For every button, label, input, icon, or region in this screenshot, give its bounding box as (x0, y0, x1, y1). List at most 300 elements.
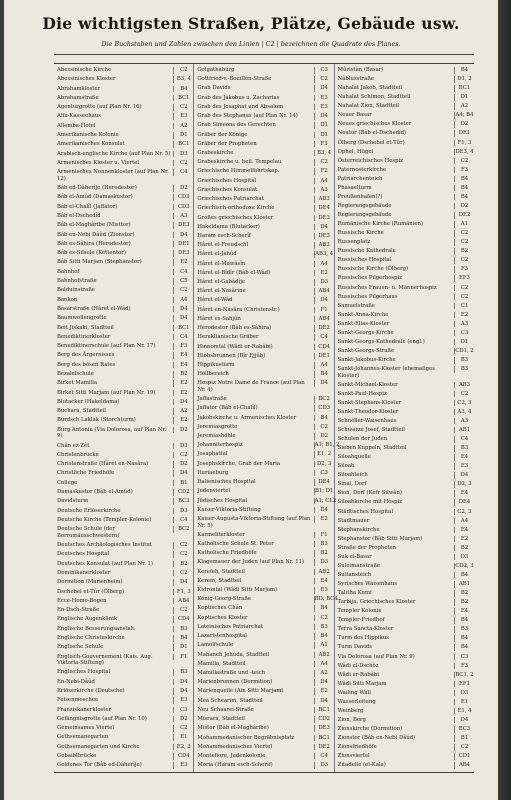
index-entry (54, 371, 193, 378)
entry-grid-square: AB1 (454, 581, 474, 588)
entry-name: Deutsche Schule (der Borromäusschwestern) (57, 526, 120, 539)
entry-grid-square: E4 (454, 454, 474, 461)
entry-grid-square: B2 (454, 599, 474, 606)
entry-name: Heraklianische Gräber (197, 334, 259, 341)
entry-grid-square: A1; B1, 2 (314, 442, 340, 449)
index-entry (194, 688, 333, 695)
entry-grid-square: DE1 (314, 353, 334, 360)
entry-name: Ituriaeburg (197, 469, 229, 476)
entry-grid-square: C5 (173, 278, 193, 285)
entry-name: Englische Christuskirche (57, 635, 125, 642)
entry-grid-square: C3 (454, 654, 474, 661)
entry-grid-square: AB1 (454, 427, 474, 434)
index-entry (335, 212, 474, 219)
entry-name: Zitadelle (el-Kala) (337, 762, 386, 769)
entry-name: Templer-Friedhof (337, 617, 385, 624)
entry-name: Abessinisches Kloster (57, 76, 116, 83)
entry-name: Agenturgrotte (auf Plan Nr. 16) (57, 104, 142, 111)
entry-grid-square: BC1 (314, 707, 334, 714)
entry-name: Dormition (Marienheim) (57, 579, 123, 586)
index-entry (335, 357, 474, 364)
entry-grid-square: AB4 (314, 316, 334, 323)
entry-name: König-Georg-Straße (197, 596, 252, 603)
entry-name: Englisches Hospital (57, 669, 111, 676)
index-entry (54, 635, 193, 642)
entry-name: Misrara, Stadtteil (197, 716, 245, 723)
entry-name: Griechische Himmelfahrtskap. (197, 168, 280, 175)
index-entry (335, 158, 474, 165)
entry-grid-square: D3 (454, 690, 474, 697)
entry-name: Montefiore, Judenkolonie (197, 752, 266, 759)
entry-name: Paternosterkirche (337, 166, 386, 173)
entry-grid-square: C2, 3 (454, 509, 474, 516)
entry-grid-square: E3 (454, 463, 474, 470)
entry-name: Abrahamkloster (57, 85, 101, 92)
index-entry (194, 497, 337, 505)
index-entry (194, 132, 333, 139)
book-page (4, 0, 498, 800)
index-entry (194, 707, 333, 714)
entry-name: Russische Kirche (337, 230, 384, 237)
entry-name: Wailing Wall (337, 689, 371, 696)
entry-name: Burg Antonia (Via Dolorosa, auf Plan Nr. 9) (57, 426, 167, 440)
entry-grid-square: D4 (314, 85, 334, 92)
index-entry (194, 516, 333, 529)
index-entry (194, 451, 333, 458)
index-entry (54, 725, 193, 732)
entry-grid-square: E3 (314, 587, 334, 594)
entry-grid-square: C2 (454, 285, 474, 292)
entry-grid-square: A1 (454, 221, 474, 228)
entry-grid-square: C2 (173, 570, 193, 577)
entry-name: Italienisches Hospital (197, 479, 256, 486)
entry-name: Klagemauer der Juden (auf Plan Nr. 11) (197, 559, 305, 566)
entry-grid-square: CD2 (314, 716, 334, 723)
entry-name: Englische Besserungsanstalt (57, 625, 135, 632)
index-entry (335, 681, 474, 688)
entry-grid-square: A2 (454, 103, 474, 110)
entry-grid-square: AB3 (314, 196, 334, 203)
entry-name: Lamolfschule (197, 642, 234, 649)
entry-name: Russisches Pilgerhospiz (337, 275, 403, 282)
entry-name: Zionsfriedhöfe (337, 744, 377, 751)
entry-name: Grab des Josaphat und Absalom (197, 103, 284, 110)
entry-grid-square: B4 (454, 572, 474, 579)
entry-name: Englische Schule (57, 644, 104, 651)
entry-grid-square: C2 (454, 230, 474, 237)
entry-grid-square: D2 (173, 427, 193, 434)
index-entry (194, 442, 340, 449)
entry-grid-square: C2, 3 (454, 400, 474, 407)
index-entry (194, 424, 333, 431)
entry-name: Gethsemanegarten und Kirche (57, 743, 140, 750)
index-entry (54, 132, 193, 139)
index-entry (54, 616, 193, 623)
entry-name: Großes griechisches Kloster (197, 214, 274, 221)
entry-name: Deutsche Erlöserkirche (57, 507, 121, 514)
index-entry (335, 581, 474, 588)
entry-name: Kidrontal (Wâdi Sitti Marjam) (197, 587, 278, 594)
entry-name: En-Dsch-Straße (57, 607, 100, 614)
index-entry (54, 399, 193, 406)
entry-grid-square: D1 (454, 94, 474, 101)
entry-name: Russische Kirche (Ölberg) (337, 266, 409, 273)
index-entry (54, 753, 193, 760)
entry-name: Regierungsgebäude (337, 212, 392, 218)
index-entry (335, 644, 474, 651)
entry-grid-square: A3 (173, 213, 193, 220)
entry-grid-square: CD2, 3 (455, 562, 474, 569)
index-entry (54, 104, 193, 111)
entry-name: Zionstor (Bâb en-Nebi Dâûd) (337, 735, 416, 742)
index-entry (54, 570, 193, 577)
entry-name: Sinai, Dorf (337, 481, 367, 488)
index-entry (194, 380, 333, 393)
entry-name: Christenstraße (Hâret en-Nasâra) (57, 461, 149, 468)
entry-name: Turm Davids (337, 644, 373, 651)
index-entry (194, 652, 333, 659)
entry-name: Siloahteich (337, 472, 368, 479)
entry-grid-square: D3 (454, 554, 474, 561)
index-entry (194, 396, 333, 403)
entry-name: Felsenmoschee (57, 697, 99, 704)
entry-name: Siloahquelle (337, 454, 371, 461)
entry-name: Turm des Hippikus (337, 635, 389, 642)
index-entry (194, 753, 333, 760)
entry-grid-square: CD4 (314, 344, 334, 351)
entry-grid-square: DE3 (314, 725, 334, 732)
entry-name: Basarstraße (Hâret el-Wâd) (57, 305, 131, 312)
entry-name: Griechisch-orthodoxe Kirche (197, 205, 275, 212)
entry-name: Koptisches Chân (197, 605, 243, 612)
entry-name: Burdsch Laklak (Storchturm) (57, 417, 136, 424)
entry-grid-square: D3 (173, 151, 193, 158)
index-entry (54, 250, 193, 257)
entry-name: Grab Davids (197, 85, 231, 92)
entry-name: Sieben Kuppeln, Stadtteil (337, 445, 407, 452)
entry-name: Ecce-Homo-Bogen (57, 597, 107, 604)
entry-grid-square: B3 (454, 366, 474, 373)
entry-grid-square: D2 (454, 203, 474, 210)
entry-grid-square: D2 (454, 121, 474, 128)
entry-grid-square: DE2 (314, 744, 334, 751)
entry-grid-square: E2 (454, 312, 474, 319)
index-entry (335, 563, 474, 570)
entry-grid-square: A4 (454, 518, 474, 525)
index-entry (194, 141, 333, 148)
entry-grid-square: DE3, 4 (455, 148, 474, 155)
index-entry (54, 86, 193, 93)
entry-grid-square: A1 (314, 642, 334, 649)
entry-grid-square: E1, 2 (314, 451, 334, 458)
entry-grid-square: BC1 (454, 85, 474, 92)
entry-grid-square: E2 (173, 259, 193, 266)
entry-grid-square: E1 (454, 699, 474, 706)
entry-name: Katholische Friedhöfe (197, 550, 257, 557)
entry-grid-square: BC1 (173, 141, 193, 148)
index-entry (335, 294, 474, 301)
index-entry (54, 343, 193, 350)
index-column-3 (335, 64, 474, 772)
entry-name: Bezalelschule (57, 371, 94, 377)
entry-grid-square: DE3 (173, 250, 193, 257)
entry-name: Russisches Pilgerhaus (337, 293, 398, 300)
entry-name: Schwarze Josef, Stadtteil (337, 426, 405, 433)
index-entry (194, 762, 333, 769)
index-entry (54, 688, 193, 695)
entry-grid-square: C3 (314, 470, 334, 477)
entry-grid-square: D2 (173, 716, 193, 723)
index-entry (54, 76, 193, 83)
entry-grid-square: A4 (314, 261, 334, 268)
index-entry (54, 489, 193, 496)
index-entry (335, 635, 474, 642)
entry-grid-square: E4 (454, 490, 474, 497)
index-entry (194, 470, 333, 477)
index-entry (194, 122, 333, 129)
entry-grid-square: D1 (173, 132, 193, 139)
entry-name: Grab Simeons des Gerechten (197, 122, 276, 129)
entry-name: Stephanstor (Bâb Sitti Marjam) (337, 535, 423, 542)
entry-name: Lateinisches Patriarchat (197, 623, 263, 630)
entry-grid-square: A4 (314, 178, 334, 185)
entry-name: Mea Schearim, Stadtteil (197, 697, 263, 704)
entry-name: Hinnomtal (Wâdi er-Rabâbi) (197, 343, 273, 350)
entry-name: Armenisches Nonnenkloster (auf Plan Nr. 12) (57, 169, 169, 182)
entry-grid-square: D3 (314, 279, 334, 286)
entry-name: Alfa-Kasseehaus (57, 113, 101, 120)
entry-grid-square: DE4 (314, 479, 334, 486)
index-entry (335, 509, 474, 516)
index-entry (335, 348, 474, 355)
index-entry (335, 717, 474, 724)
entry-name: Stadtmauer (337, 517, 370, 524)
entry-name: Mûristân (Basar) (337, 67, 384, 73)
entry-name: Gobaiblbrücke (57, 753, 97, 760)
entry-grid-square: B1 (454, 735, 474, 742)
entry-grid-square: D2 (173, 185, 193, 192)
entry-grid-square: E3 (173, 697, 193, 704)
entry-grid-square: E4 (314, 578, 334, 585)
entry-name: Blutacker (Hakeldama) (57, 398, 120, 405)
entry-name: Gefängnisgrotte (auf Plan Nr. 10) (57, 715, 147, 722)
entry-name: Balduinstraße (57, 287, 95, 294)
index-entry (335, 663, 474, 670)
index-entry (54, 160, 193, 167)
index-entry (194, 605, 333, 612)
entry-name: Mamillastraße und -teich (197, 670, 266, 676)
entry-name: Armenisches Kloster u. Viertel (57, 159, 140, 166)
index-entry (54, 762, 193, 769)
entry-name: Wâdi el-Dschôz (337, 662, 379, 669)
entry-grid-square: D2 (173, 461, 193, 468)
entry-grid-square: D4 (173, 306, 193, 313)
entry-name: Hâret el-Wâd (197, 297, 233, 304)
index-entry (194, 224, 333, 231)
index-entry (335, 472, 474, 479)
entry-name: Templer Kolonie (337, 608, 382, 615)
entry-name: Russische Kathedrale (337, 248, 396, 255)
entry-name: Siloah (337, 463, 355, 470)
index-entry (54, 297, 193, 304)
entry-grid-square: D4 (173, 679, 193, 686)
entry-name: Englisch-Gouvernement (Kais. Aug. Viktoria-Stiftung) (57, 653, 153, 667)
entry-grid-square: B3 (454, 626, 474, 633)
index-entry (335, 103, 474, 110)
book-spine-edge (498, 0, 511, 800)
entry-grid-square: E4 (454, 608, 474, 615)
entry-grid-square: DE4 (454, 499, 474, 506)
entry-grid-square: CD2 (173, 489, 193, 496)
entry-grid-square: E3 (173, 113, 193, 120)
entry-name: Wâdi Sitti Marjam (337, 680, 387, 687)
entry-grid-square: C2 (173, 607, 193, 614)
entry-name: Bâb el-Chalîl (Jaffator) (57, 203, 118, 210)
entry-grid-square: C4 (173, 169, 193, 176)
index-entry (54, 362, 193, 369)
entry-grid-square: D1 (314, 132, 334, 139)
index-entry (194, 297, 333, 304)
entry-grid-square: A4; B4 (455, 112, 474, 119)
entry-grid-square: B3 (314, 624, 334, 631)
entry-grid-square: B3, 4 (314, 150, 334, 157)
entry-name: Grabeskirche (197, 149, 234, 156)
bottom-rule (54, 772, 474, 773)
index-entry (194, 744, 333, 751)
index-entry (335, 112, 474, 119)
entry-grid-square: C2 (173, 67, 193, 74)
index-entry (194, 215, 333, 222)
index-entry (335, 753, 474, 760)
index-entry (194, 150, 333, 157)
entry-grid-square: BC3 (454, 726, 474, 733)
index-entry (194, 596, 338, 603)
entry-name: Zionsviertel (337, 753, 370, 760)
entry-name: Grabeskirche u. heil. Tempelau (197, 159, 282, 166)
index-entry (194, 550, 333, 557)
entry-grid-square: C2 (454, 158, 474, 165)
entry-grid-square: C2 (314, 76, 334, 83)
entry-grid-square: B4 (454, 644, 474, 651)
index-entry (194, 670, 333, 677)
entry-name: Gemeinsames Viertel (57, 725, 115, 732)
entry-name: Hippikusturm (197, 362, 235, 368)
index-entry (54, 259, 193, 266)
index-entry (194, 735, 333, 742)
entry-grid-square: E3 (314, 95, 334, 102)
entry-name: Arabisch-englische Kirche (auf Plan Nr. 5) (57, 150, 171, 157)
entry-name: Sankt-Michael-Kloster (337, 381, 398, 388)
entry-name: Haram esch-Scherîf (197, 232, 251, 239)
index-entry (194, 371, 333, 378)
entry-grid-square: B4 (314, 371, 334, 378)
index-entry (54, 443, 193, 450)
index-entry (54, 561, 193, 568)
entry-grid-square: B2 (173, 561, 193, 568)
index-column-2 (194, 64, 340, 772)
entry-grid-square: D4 (173, 315, 193, 322)
entry-name: Marienquelle (Ain Sitti Marjam) (197, 688, 284, 695)
index-entry (335, 572, 474, 579)
entry-name: Stephanskirche (337, 526, 380, 533)
index-entry (194, 461, 333, 468)
entry-name: Herodestor (Bâb es-Sâhira) (197, 325, 272, 332)
index-entry (54, 113, 193, 120)
entry-grid-square: A2 (173, 408, 193, 415)
entry-name: Benediktinerkloster (57, 333, 111, 340)
entry-grid-square: C2 (454, 294, 474, 301)
entry-name: Rumänische Kirche (Rumänien) (337, 221, 424, 228)
index-entry (194, 233, 333, 240)
entry-name: Dominikanerkloster (57, 569, 111, 576)
entry-name: Hiobsbrunnen (Bîr Ejjûb) (197, 352, 266, 359)
entry-name: Schneller-Waisenhaus (337, 417, 397, 424)
index-entry (194, 541, 333, 548)
entry-grid-square: D4 (314, 297, 334, 304)
index-entry (335, 366, 474, 379)
entry-name: Schulen der Juden (337, 436, 388, 442)
entry-grid-square: AB4 (314, 288, 334, 295)
entry-name: Gottfried-v.-Bouillon-Straße (197, 76, 272, 83)
entry-grid-square: B2 (173, 371, 193, 378)
entry-grid-square: CD4 (173, 753, 193, 760)
entry-grid-square: F3 (314, 141, 334, 148)
index-entry (335, 599, 474, 606)
entry-grid-square: A3, 4 (454, 409, 474, 416)
entry-name: Erlöserkirche (Deutsche) (57, 688, 125, 694)
entry-grid-square: DE3 (314, 215, 334, 222)
index-entry (194, 95, 333, 102)
index-entry (54, 417, 193, 424)
index-entry (335, 167, 474, 174)
entry-grid-square: E4 (173, 352, 193, 359)
entry-grid-square: D4 (454, 472, 474, 479)
entry-grid-square: A4 (173, 297, 193, 304)
entry-name: Hâret el-Freudschl (197, 242, 249, 249)
entry-grid-square: A4 (314, 362, 334, 369)
entry-name: Mahaneh Jehuda, Stadtteil (197, 651, 270, 658)
entry-grid-square: D4 (314, 224, 334, 231)
index-entry (54, 352, 193, 359)
entry-grid-square: DE1 (454, 130, 474, 137)
index-entry (335, 463, 474, 470)
index-entry (335, 527, 474, 534)
entry-grid-square: B2 (454, 545, 474, 552)
entry-grid-square: C4 (314, 753, 334, 760)
entry-name: Abrahamstraße (57, 94, 99, 101)
entry-grid-square: AB4 (173, 598, 193, 605)
index-entry (335, 499, 474, 506)
entry-name: Neuer Basar (337, 112, 372, 119)
index-entry (335, 545, 474, 552)
entry-grid-square: D4 (314, 679, 334, 686)
entry-grid-square: BC1 (173, 95, 193, 102)
entry-grid-square: B3 (314, 541, 334, 548)
entry-name: Deutsche Kirche (Templer-Kolonie) (57, 516, 152, 523)
entry-grid-square: F3 (173, 343, 193, 350)
entry-grid-square: A3 (314, 187, 334, 194)
index-entry (54, 697, 193, 704)
index-entry (335, 554, 474, 561)
entry-grid-square: C3 (454, 330, 474, 337)
index-entry (194, 633, 333, 640)
entry-name: Hâret el-Nasârine (197, 288, 246, 295)
entry-name: Griechisches Patriarchat (197, 196, 264, 203)
entry-grid-square: D1 (454, 339, 474, 346)
index-entry (335, 185, 474, 192)
index-entry (54, 287, 193, 294)
entry-grid-square: B1; D1 (314, 488, 334, 495)
